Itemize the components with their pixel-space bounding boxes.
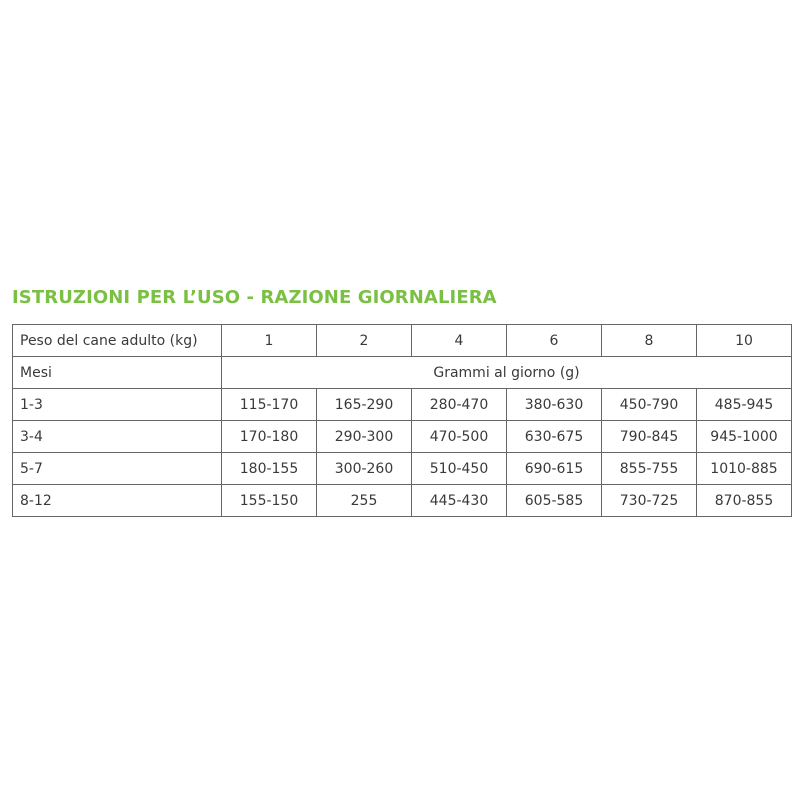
grams-cell: 690-615 — [507, 453, 602, 485]
months-cell: 3-4 — [13, 421, 222, 453]
grams-cell: 280-470 — [412, 389, 507, 421]
grams-cell: 790-845 — [602, 421, 697, 453]
grams-cell: 115-170 — [222, 389, 317, 421]
weight-header-label: Peso del cane adulto (kg) — [13, 325, 222, 357]
grams-cell: 1010-885 — [697, 453, 792, 485]
weight-cell: 2 — [317, 325, 412, 357]
grams-cell: 470-500 — [412, 421, 507, 453]
grams-cell: 605-585 — [507, 485, 602, 517]
grams-cell: 485-945 — [697, 389, 792, 421]
grams-cell: 630-675 — [507, 421, 602, 453]
table-row — [13, 421, 792, 453]
grams-cell: 180-155 — [222, 453, 317, 485]
weight-cell: 8 — [602, 325, 697, 357]
grams-cell: 945-1000 — [697, 421, 792, 453]
months-cell: 5-7 — [13, 453, 222, 485]
grams-cell: 870-855 — [697, 485, 792, 517]
months-header-label: Mesi — [13, 357, 222, 389]
weight-cell: 4 — [412, 325, 507, 357]
months-cell: 1-3 — [13, 389, 222, 421]
grams-cell: 450-790 — [602, 389, 697, 421]
grams-cell: 255 — [317, 485, 412, 517]
weight-header-row — [13, 325, 792, 357]
grams-per-day-header: Grammi al giorno (g) — [222, 357, 792, 389]
grams-cell: 290-300 — [317, 421, 412, 453]
grams-cell: 165-290 — [317, 389, 412, 421]
months-cell: 8-12 — [13, 485, 222, 517]
grams-cell: 730-725 — [602, 485, 697, 517]
weight-cell: 1 — [222, 325, 317, 357]
table-row — [13, 389, 792, 421]
page-title: ISTRUZIONI PER L’USO - RAZIONE GIORNALIERA — [12, 287, 497, 308]
grams-cell: 380-630 — [507, 389, 602, 421]
grams-cell: 855-755 — [602, 453, 697, 485]
weight-cell: 10 — [697, 325, 792, 357]
grams-cell: 170-180 — [222, 421, 317, 453]
table-row — [13, 453, 792, 485]
grams-cell: 155-150 — [222, 485, 317, 517]
grams-cell: 510-450 — [412, 453, 507, 485]
table-row — [13, 485, 792, 517]
grams-cell: 445-430 — [412, 485, 507, 517]
weight-cell: 6 — [507, 325, 602, 357]
ration-table — [12, 324, 792, 517]
grams-cell: 300-260 — [317, 453, 412, 485]
unit-header-row — [13, 357, 792, 389]
